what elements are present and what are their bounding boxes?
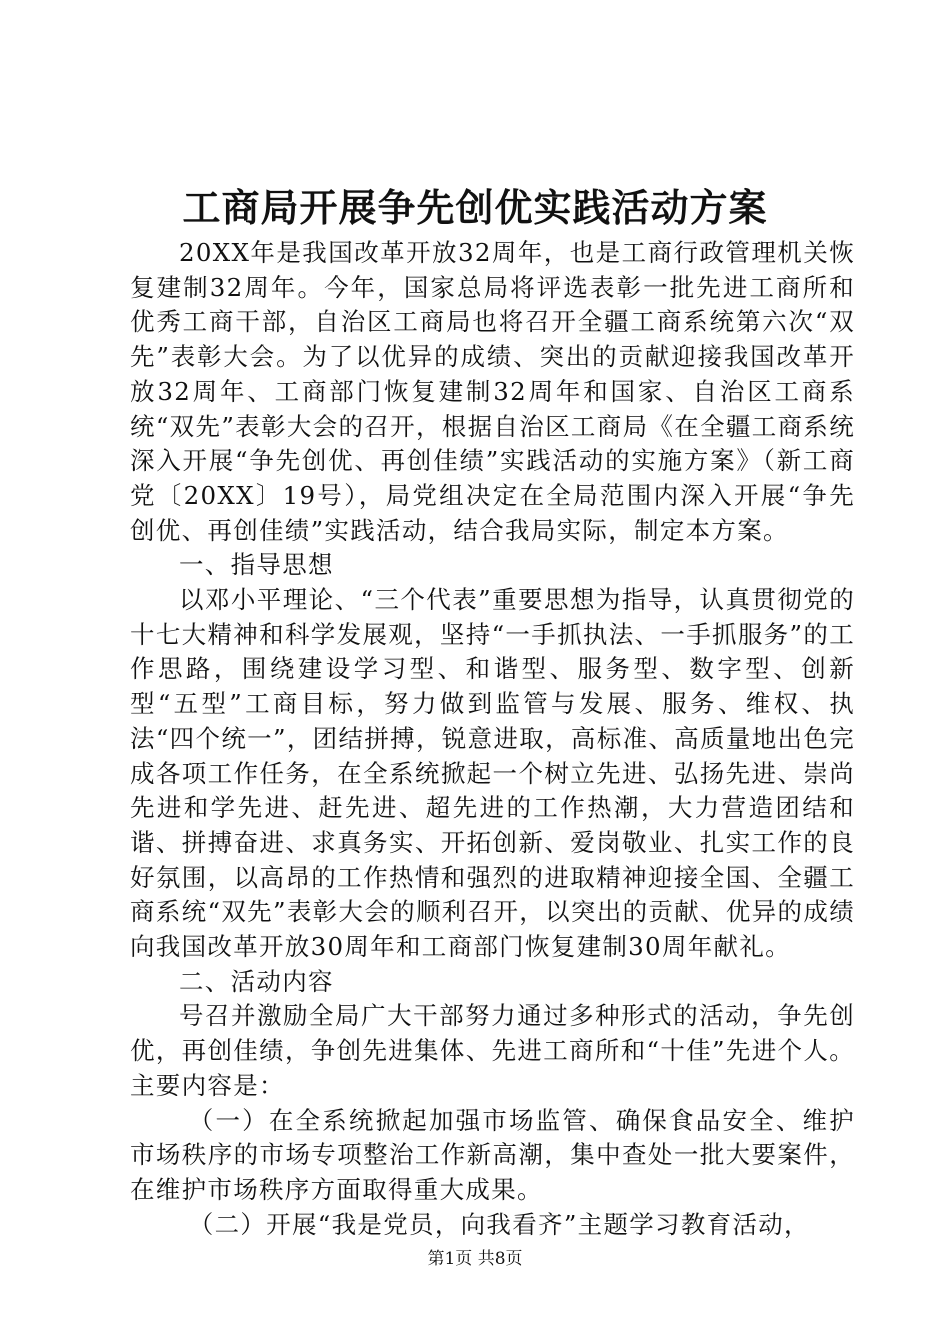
document-body	[130, 236, 855, 1242]
activity-content-paragraph: 号召并激励全局广大干部努力通过多种形式的活动，争先创优，再创佳绩，争创先进集体、先进工商所和“十佳”先进个人。主要内容是：	[130, 1001, 855, 1100]
content-item-2: （二）开展“我是党员，向我看齐”主题学习教育活动，	[188, 1209, 810, 1239]
section-heading-activity-content: 二、活动内容	[179, 966, 334, 996]
section-heading-guiding-ideology: 一、指导思想	[179, 550, 334, 580]
guiding-ideology-paragraph: 以邓小平理论、“三个代表”重要思想为指导，认真贯彻党的十七大精神和科学发展观，坚持“一手抓执法、一手抓服务”的工作思路，围绕建设学习型、和谐型、服务型、数字型、创新型“五型”工商目标，努力做到监管与发展、服务、维权、执法“四个统一”，团结拼搏，锐意进取，高标准、高质量地出色完成各项工作任务，在全系统掀起一个树立先进、弘扬先进、崇尚先进和学先进、赶先进、超先进的工作热潮，大力营造团结和谐、拼搏奋进、求真务实、开拓创新、爱岗敬业、扎实工作的良好氛围，以高昂的工作热情和强烈的进取精神迎接全国、全疆工商系统“双先”表彰大会的顺利召开，以突出的贡献、优异的成绩向我国改革开放30周年和工商部门恢复建制30周年献礼。	[130, 585, 855, 962]
document-title: 工商局开展争先创优实践活动方案	[182, 185, 768, 230]
content-item-1: （一）在全系统掀起加强市场监管、确保食品安全、维护市场秩序的市场专项整治工作新高潮，集中查处一批大要案件，在维护市场秩序方面取得重大成果。	[130, 1105, 855, 1204]
intro-paragraph: 20XX年是我国改革开放32周年，也是工商行政管理机关恢复建制32周年。今年，国家总局将评选表彰一批先进工商所和优秀工商干部，自治区工商局也将召开全疆工商系统第六次“双先”表彰大会。为了以优异的成绩、突出的贡献迎接我国改革开放32周年、工商部门恢复建制32周年和国家、自治区工商系统“双先”表彰大会的召开，根据自治区工商局《在全疆工商系统深入开展“争先创优、再创佳绩”实践活动的实施方案》（新工商党〔20XX〕19号），局党组决定在全局范围内深入开展“争先创优、再创佳绩”实践活动，结合我局实际，制定本方案。	[130, 238, 855, 545]
page-number-footer: 第1页 共8页	[427, 1249, 523, 1269]
